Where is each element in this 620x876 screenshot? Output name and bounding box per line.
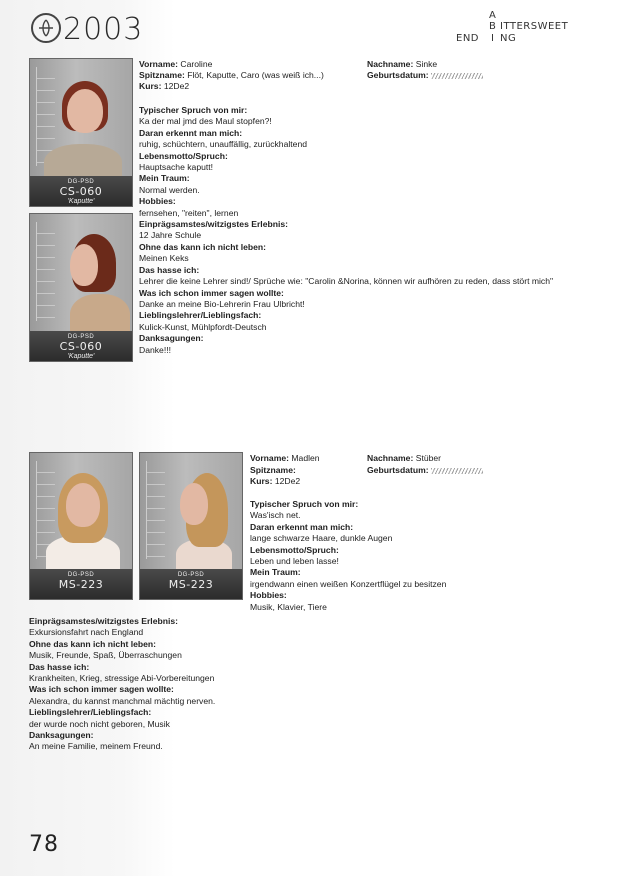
answer: lange schwarze Haare, dunkle Augen [250, 533, 393, 544]
answer: Leben und leben lasse! [250, 556, 339, 567]
brand-word-end: END [456, 33, 479, 44]
question: Lieblingslehrer/Lieblingsfach: [139, 310, 262, 321]
value-nachname-1: Sinke [415, 59, 438, 69]
plate-nickname: 'Kaputte' [67, 198, 95, 205]
value-spitzname-1: Flöt, Kaputte, Caro (was weiß ich...) [187, 70, 324, 80]
plate-nickname: 'Kaputte' [67, 353, 95, 360]
question: Ohne das kann ich nicht leben: [29, 638, 157, 649]
field-spitzname-1: Spitzname: Flöt, Kaputte, Caro (was weiß ich...) [139, 70, 324, 80]
plate-code: CS-060 [59, 340, 103, 353]
answer: Exkursionsfahrt nach England [29, 627, 144, 638]
brand-word-ng: NG [500, 33, 517, 44]
answer: fernsehen, "reiten", lernen [139, 207, 239, 218]
answer: Kulick-Kunst, Mühlpfordt-Deutsch [139, 321, 267, 332]
answer: Alexandra, du kannst manchmal mächtig nerven. [29, 695, 216, 706]
question: Hobbies: [250, 590, 287, 601]
question: Mein Traum: [250, 567, 301, 578]
answer: Hauptsache kaputt! [139, 162, 214, 173]
question: Lieblingslehrer/Lieblingsfach: [29, 707, 152, 718]
answer: Musik, Klavier, Tiere [250, 601, 327, 612]
question: Einprägsamstes/witzigstes Erlebnis: [139, 219, 289, 230]
plate-code: MS-223 [168, 578, 214, 591]
question: Das hasse ich: [29, 661, 90, 672]
question: Danksagungen: [29, 730, 94, 741]
question: Ohne das kann ich nicht leben: [139, 241, 267, 252]
answer: Normal werden. [139, 184, 200, 195]
plate-label: DG-PSD [67, 572, 95, 578]
answer: irgendwann einen weißen Konzertflügel zu besitzen [250, 578, 447, 589]
field-geburtsdatum-1: Geburtsdatum: [367, 70, 483, 81]
redacted-birthdate-1 [431, 73, 483, 79]
question: Daran erkennt man mich: [250, 521, 354, 532]
plate-code: CS-060 [59, 185, 103, 198]
year-title: 2003 [63, 12, 144, 47]
question: Das hasse ich: [139, 264, 200, 275]
plate-code: MS-223 [58, 578, 104, 591]
question: Was ich schon immer sagen wollte: [29, 684, 174, 695]
question: Danksagungen: [139, 333, 204, 344]
value-kurs-2: 12De2 [274, 476, 301, 486]
value-vorname-2: Madlen [291, 453, 320, 463]
question: Lebensmotto/Spruch: [139, 150, 228, 161]
answer: Ka der mal jmd des Maul stopfen?! [139, 116, 272, 127]
question: Typischer Spruch von mir: [250, 499, 359, 509]
qa-block-2-right [250, 499, 605, 613]
value-vorname-1: Caroline [180, 59, 213, 69]
brand-letter-a: A [489, 10, 497, 21]
plate-label: DG-PSD [67, 334, 95, 340]
field-kurs-2: Kurs: 12De2 [250, 476, 301, 486]
school-logo-icon [31, 13, 61, 43]
answer: An meine Familie, meinem Freund. [29, 741, 163, 752]
question: Daran erkennt man mich: [139, 127, 243, 138]
brand-letter-i: I [491, 33, 495, 44]
question: Mein Traum: [139, 173, 190, 184]
answer: Danke an meine Bio-Lehrerin Frau Ulbricht! [139, 298, 305, 309]
answer: Was'isch net. [250, 510, 301, 521]
mugshot-front-1 [29, 58, 133, 207]
field-nachname-1: Nachname: Sinke [367, 59, 438, 69]
mugshot-profile-1 [29, 213, 133, 362]
answer: Meinen Keks [139, 253, 189, 264]
answer: Krankheiten, Krieg, stressige Abi-Vorbereitungen [29, 673, 215, 684]
field-spitzname-2: Spitzname: [250, 465, 296, 475]
question: Was ich schon immer sagen wollte: [139, 287, 284, 298]
brand-word-bittersweet: ITTERSWEET [500, 21, 569, 32]
bittersweet-ending-logo [456, 10, 601, 50]
plate-label: DG-PSD [67, 179, 95, 185]
field-kurs-1: Kurs: 12De2 [139, 81, 190, 91]
answer: der wurde noch nicht geboren, Musik [29, 718, 170, 729]
qa-block-1 [139, 105, 604, 356]
value-kurs-1: 12De2 [163, 81, 190, 91]
question: Hobbies: [139, 196, 176, 207]
qa-block-2-bottom [29, 616, 589, 753]
answer: Lehrer die keine Lehrer sind!/ Sprüche wie: "Carolin &Norina, können wir aufhören zu reden, dass stört mich" [139, 276, 554, 287]
field-nachname-2: Nachname: Stüber [367, 453, 442, 463]
answer: 12 Jahre Schule [139, 230, 202, 241]
field-vorname-1: Vorname: Caroline [139, 59, 213, 69]
field-vorname-2: Vorname: Madlen [250, 453, 320, 463]
question: Lebensmotto/Spruch: [250, 544, 339, 555]
page-number: 78 [29, 832, 59, 857]
answer: Danke!!! [139, 344, 172, 355]
field-geburtsdatum-2: Geburtsdatum: [367, 465, 483, 476]
answer: ruhig, schüchtern, unauffällig, zurückhaltend [139, 139, 308, 150]
value-nachname-2: Stüber [415, 453, 442, 463]
question: Einprägsamstes/witzigstes Erlebnis: [29, 616, 179, 626]
plate-label: DG-PSD [177, 572, 205, 578]
mugshot-front-2 [29, 452, 133, 600]
mugshot-profile-2 [139, 452, 243, 600]
brand-letter-b: B [489, 21, 497, 32]
question: Typischer Spruch von mir: [139, 105, 248, 115]
answer: Musik, Freunde, Spaß, Überraschungen [29, 650, 182, 661]
redacted-birthdate-2 [431, 468, 483, 474]
